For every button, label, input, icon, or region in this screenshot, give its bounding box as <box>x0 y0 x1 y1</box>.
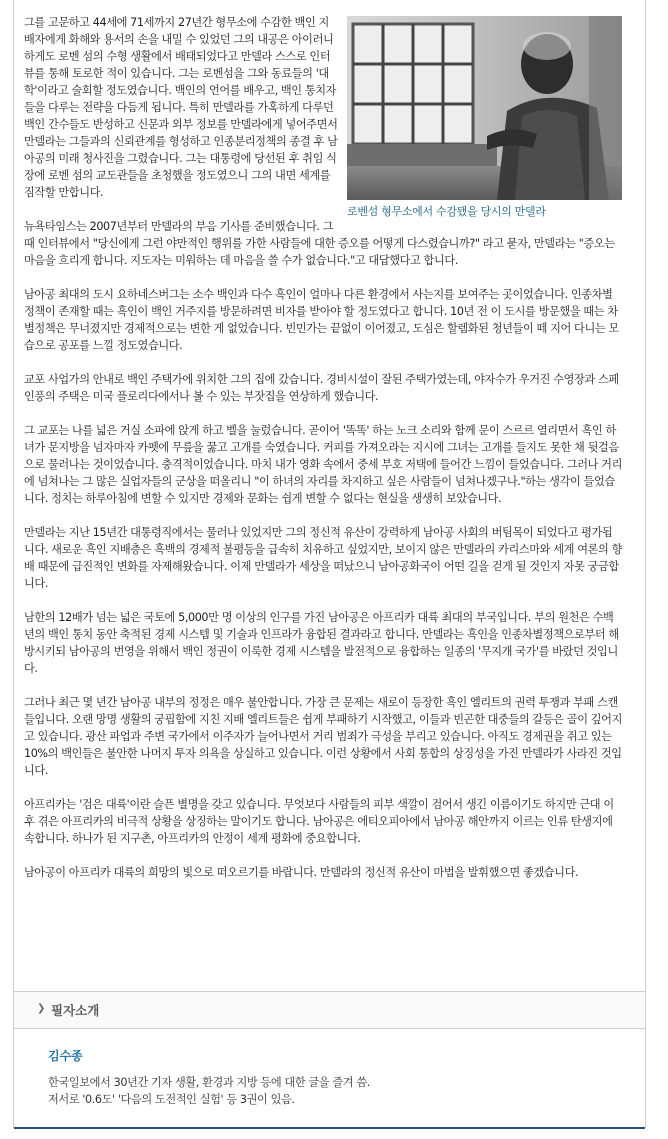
article-paragraph: 그 교포는 나를 넓은 거실 소파에 앉게 하고 벨을 눌렀습니다. 곧이어 '똑똑' 하는 노크 소리와 함께 문이 스르르 열리면서 흑인 하녀가 문지방을 넘자마자 카펫에 무릎을 꿇고 고개를 숙였습니다. 커피를 가져오라는 지시에 그녀는 고개를 들지도 못한 채 뒷걸음으로 물러나는 것이었습니다. 충격적이었습니다. 마치 내가 영화 속에서 중세 부호 저택에 들어간 느낌이 들었습니다. 그러나 거리에 넘쳐나는 그 많은 실업자들의 군상을 떠올리니 "이 하녀의 자리를 차지하고 싶은 사람들이 넘쳐나겠구나."하는 생각이 들었습니다. 정치는 하루아침에 변할 수 있지만 경제와 문화는 쉽게 변할 수 없다는 현실을 생생히 보았습니다. <box>24 424 622 505</box>
author-bio <box>48 1074 370 1108</box>
article-body <box>24 14 622 898</box>
author-bio-line: 저서로 '0.6도' '다음의 도전적인 실험' 등 3권이 있음. <box>48 1093 295 1106</box>
article-paragraph: 만델라는 지난 15년간 대통령직에서는 물러나 있었지만 그의 정신적 유산이 강력하게 남아공 사회의 버팀목이 되었다고 평가됩니다. 새로운 흑인 지배층은 흑백의 경제적 불평등을 급속히 치유하고 싶었지만, 보이지 않은 만델라의 카리스마와 세계 여론의 향배 때문에 급진적인 변화를 자제해왔습니다. 이제 만델라가 세상을 떠났으니 남아공화국이 어떤 길을 걷게 될 것인지 자못 궁금합니다. <box>24 526 622 590</box>
mandela-prison-photo <box>347 16 622 200</box>
article-paragraph: 뉴욕타임스는 2007년부터 만델라의 부음 기사를 준비했습니다. 그 때 인터뷰에서 "당신에게 그런 야만적인 행위를 가한 사람들에 대한 증오를 어떻게 다스렸습니까?" 라고 묻자, 만델라는 "증오는 마음을 흐리게 합니다. 지도자는 미워하는 데 마음을 쓸 수가 없습니다."고 대답했다고 합니다. <box>24 220 615 267</box>
article-figure <box>347 16 622 220</box>
bottom-divider <box>14 1127 645 1129</box>
author-name: 김수종 <box>48 1049 83 1063</box>
article-paragraph: 남한의 12배가 넘는 넓은 국토에 5,000만 명 이상의 인구를 가진 남아공은 아프리카 대륙 최대의 부국입니다. 부의 원천은 수백 년의 백인 통치 동안 축적된 경제 시스템 및 기술과 인프라가 융합된 결과라고 합니다. 만델라는 흑인을 인종차별정책으로부터 해방시키되 남아공의 번영을 위해서 백인 정권이 이룩한 경제 시스템을 발전적으로 융합하는 일종의 '무지개 국가'를 바랐던 것입니다. <box>24 611 619 675</box>
article-paragraph: 남아공이 아프리카 대륙의 희망의 빛으로 떠오르기를 바랍니다. 만델라의 정신적 유산이 마법을 발휘했으면 좋겠습니다. <box>24 866 579 879</box>
article-paragraph: 남아공 최대의 도시 요하네스버그는 소수 백인과 다수 흑인이 얼마나 다른 환경에서 사는지를 보여주는 곳이었습니다. 인종차별정책이 존재할 때는 흑인이 백인 거주지를 방문하려면 비자를 받아야 할 정도였다고 합니다. 10년 전 이 도시를 방문했을 때는 차별정책은 무너졌지만 경제적으로는 변한 게 없었습니다. 빈민가는 끝없이 이어졌고, 도심은 할렘화된 청년들이 떼 지어 다니는 모습으로 공포를 느낄 정도였습니다. <box>24 288 619 352</box>
photo-caption: 로벤섬 형무소에서 수감됐을 당시의 만델라 <box>347 205 546 218</box>
article-paragraph: 아프리카는 '검은 대륙'이란 슬픈 별명을 갖고 있습니다. 무엇보다 사람들의 피부 색깔이 검어서 생긴 이름이기도 하지만 근대 이후 겪은 아프리카의 비극적 상황을 상징하는 말이기도 합니다. 남아공은 에티오피아에서 남아공 해안까지 이르는 인류 탄생지에 속합니다. 하나가 된 지구촌, 아프리카의 안정이 세계 평화에 중요합니다. <box>24 798 614 845</box>
author-section-header <box>14 991 645 1029</box>
article-paragraph: 그러나 최근 몇 년간 남아공 내부의 정정은 매우 불안합니다. 가장 큰 문제는 새로이 등장한 흑인 엘리트의 권력 투쟁과 부패 스캔들입니다. 오랜 망명 생활의 궁핍함에 지친 지배 엘리트들은 쉽게 부패하기 시작했고, 이들과 빈곤한 대중들의 갈등은 골이 깊어지고 있습니다. 광산 파업과 주변 국가에서 이주자가 늘어나면서 거리 범죄가 극성을 부리고 있습니다. 아직도 경제권을 쥐고 있는 10%의 백인들은 불안한 나머지 투자 의욕을 상실하고 있습니다. 이런 상황에서 사회 통합의 상징성을 가진 만델라가 사라진 것입니다. <box>24 696 622 777</box>
author-section-label: 필자소개 <box>51 1003 100 1018</box>
article-paragraph: 그를 고문하고 44세에 71세까지 27년간 형무소에 수감한 백인 지배자에게 화해와 용서의 손을 내밀 수 있었던 그의 내공은 아이러니하게도 로벤 섬의 수형 생활에서 배태되었다고 만델라 스스로 인터뷰를 통해 토로한 적이 있습니다. 그는 로벤섬을 그와 동료들의 '대학'이라고 술회할 정도였습니다. 백인의 언어를 배우고, 백인 통치자들을 다루는 전략을 다듬게 됩니다. 특히 만델라를 가혹하게 다루던 백인 간수들도 반성하고 신문과 외부 정보를 만델라에게 넣어주면서 만델라는 그들과의 신뢰관계를 형성하고 인종분리정책의 종결 후 남아공의 미래 청사진을 그렸습니다. 그는 대통령에 당선된 후 취임 식장에 로벤 섬의 교도관들을 초청했을 정도였으니 그의 내면 세계를 짐작할 만합니다. <box>24 16 338 199</box>
chevron-right-icon: ❯ <box>37 1003 46 1014</box>
author-bio-line: 한국일보에서 30년간 기자 생활, 환경과 지방 등에 대한 글을 즐겨 씀. <box>48 1076 370 1089</box>
article-paragraph: 교포 사업가의 안내로 백인 주택가에 위치한 그의 집에 갔습니다. 경비시설이 잘된 주택가였는데, 야자수가 우거진 수영장과 스페인풍의 주택은 미국 플로리다에서나 볼 수 있는 부잣집을 연상하게 했습니다. <box>24 373 619 403</box>
